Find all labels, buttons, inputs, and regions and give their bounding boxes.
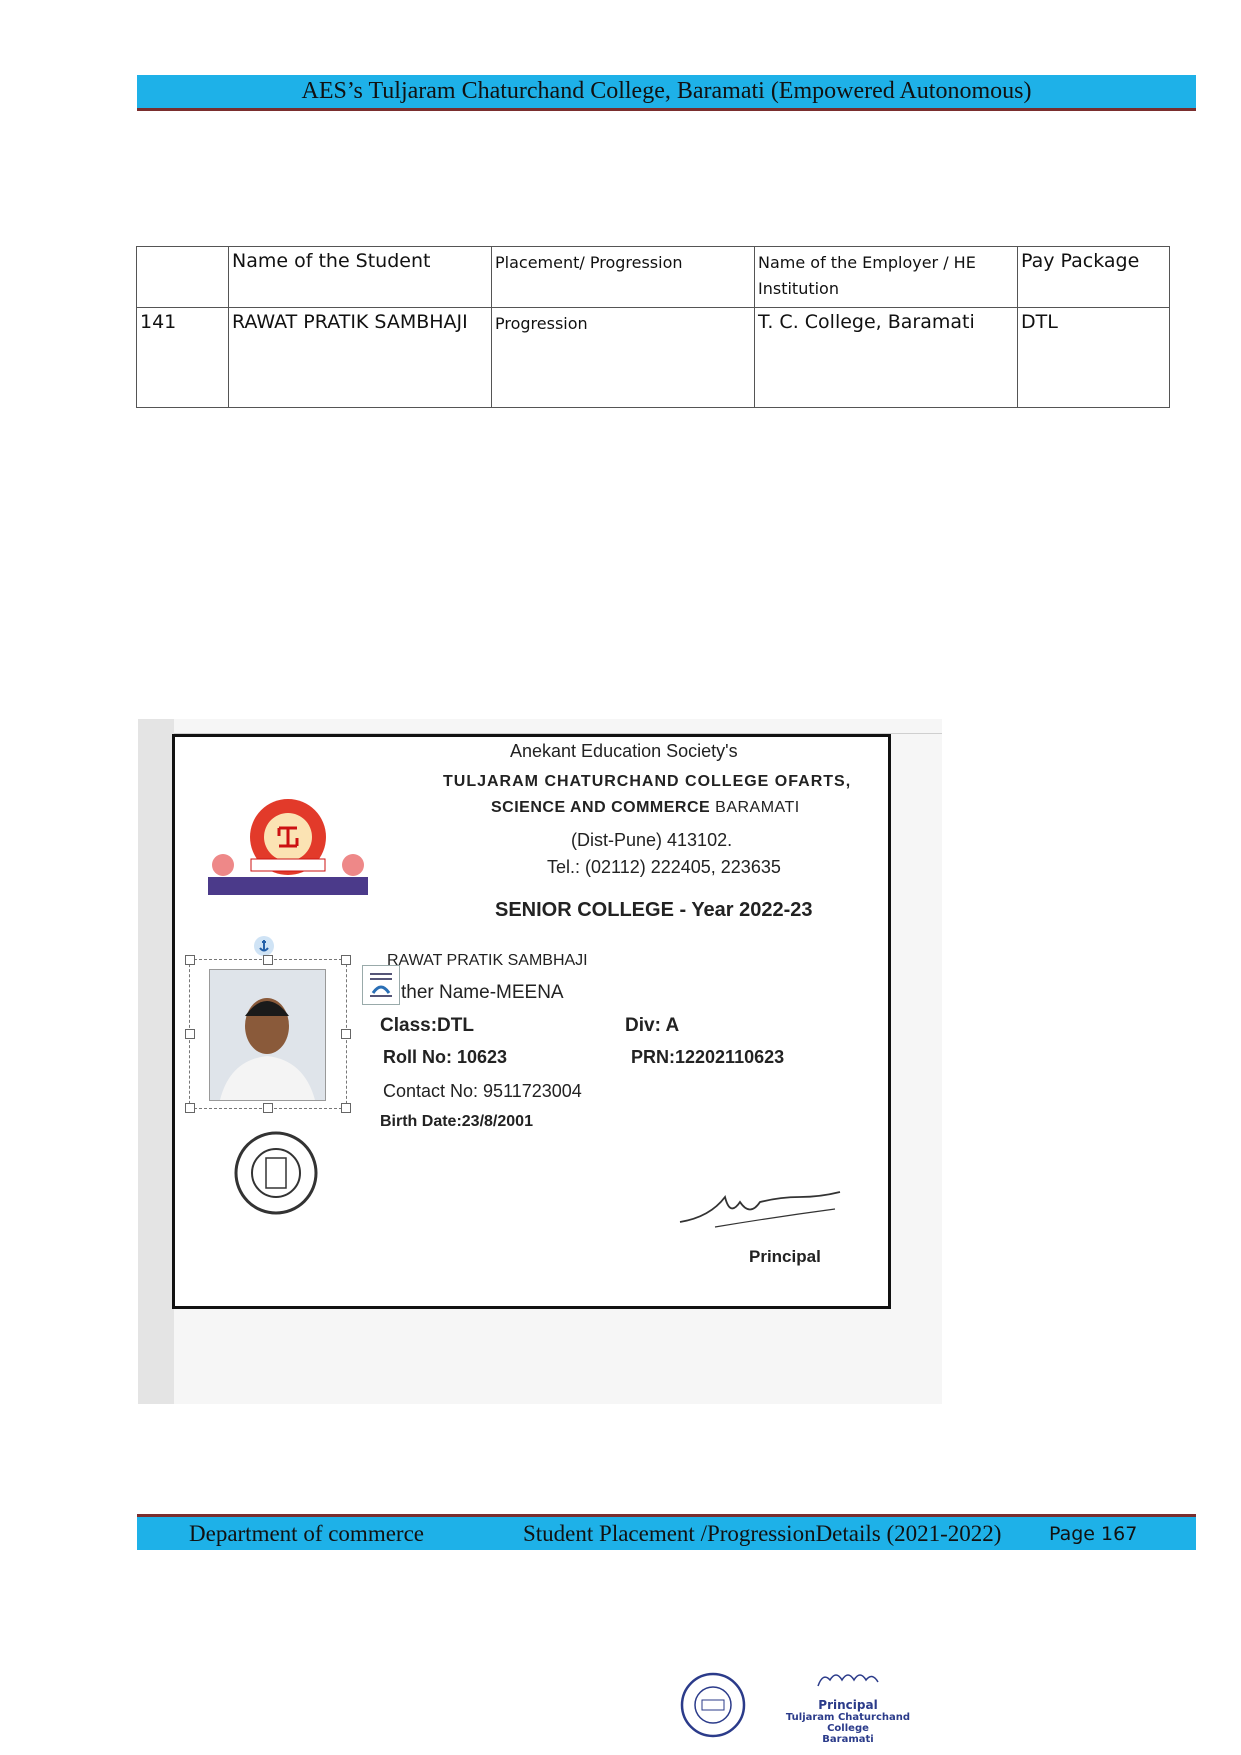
footer-details: Student Placement /ProgressionDetails (2021-2022) bbox=[523, 1521, 1002, 1546]
society-name: Anekant Education Society's bbox=[510, 741, 738, 761]
header-title: AES’s Tuljaram Chaturchand College, Baramati (Empowered Autonomous) bbox=[301, 78, 1032, 104]
page-footer bbox=[137, 1514, 1196, 1550]
layout-options-icon[interactable] bbox=[362, 965, 400, 1005]
col-name: Name of the Student bbox=[229, 247, 492, 308]
cell-employer: T. C. College, Baramati bbox=[755, 308, 1018, 408]
prn: PRN:12202110623 bbox=[631, 1047, 785, 1067]
page-header bbox=[137, 75, 1196, 111]
telephone: Tel.: (02112) 222405, 223635 bbox=[547, 857, 781, 877]
editor-margin bbox=[138, 719, 174, 1404]
attestation-sign-icon bbox=[813, 1668, 883, 1694]
col-employer: Name of the Employer / HE Institution bbox=[755, 247, 1018, 308]
birth-date: Birth Date:23/8/2001 bbox=[380, 1113, 533, 1130]
college-line2a: SCIENCE AND COMMERCE bbox=[491, 799, 711, 816]
id-card bbox=[172, 734, 891, 1309]
mother-name: ther Name-MEENA bbox=[401, 982, 564, 1003]
attestation-stamp-icon bbox=[680, 1672, 746, 1738]
year-heading: SENIOR COLLEGE - Year 2022-23 bbox=[495, 899, 813, 921]
college-name-line1: TULJARAM CHATURCHAND COLLEGE OFARTS, bbox=[443, 773, 852, 790]
attestation-title: Principal bbox=[818, 1698, 878, 1712]
cell-package: DTL bbox=[1018, 308, 1170, 408]
attestation-signature bbox=[778, 1668, 918, 1745]
table-header-row bbox=[137, 247, 1170, 308]
footer-page: Page 167 bbox=[1049, 1523, 1138, 1545]
division: Div: A bbox=[625, 1015, 680, 1036]
college-name-line2 bbox=[491, 799, 800, 817]
attestation-college: Tuljaram Chaturchand College bbox=[785, 1712, 911, 1734]
attestation-place: Baramati bbox=[822, 1734, 874, 1745]
contact-number: Contact No: 9511723004 bbox=[383, 1081, 582, 1101]
principal-label: Principal bbox=[749, 1247, 821, 1266]
college-line2b: BARAMATI bbox=[710, 799, 800, 816]
principal-signature-icon bbox=[675, 1177, 845, 1237]
roll-number: Roll No: 10623 bbox=[383, 1047, 508, 1067]
cell-sr: 141 bbox=[137, 308, 229, 408]
district: (Dist-Pune) 413102. bbox=[571, 830, 733, 850]
footer-department: Department of commerce bbox=[189, 1521, 424, 1546]
col-sr bbox=[137, 247, 229, 308]
cell-type: Progression bbox=[492, 308, 755, 408]
student-name: RAWAT PRATIK SAMBHAJI bbox=[387, 952, 588, 969]
class: Class:DTL bbox=[380, 1015, 474, 1036]
college-logo-icon bbox=[203, 789, 373, 897]
cell-name: RAWAT PRATIK SAMBHAJI bbox=[229, 308, 492, 408]
col-package: Pay Package bbox=[1018, 247, 1170, 308]
college-stamp-icon bbox=[233, 1130, 319, 1216]
placement-table bbox=[136, 246, 1170, 408]
anchor-icon[interactable] bbox=[253, 935, 275, 957]
image-selection-frame[interactable] bbox=[189, 959, 347, 1109]
table-row bbox=[137, 308, 1170, 408]
col-placement: Placement/ Progression bbox=[492, 247, 755, 308]
